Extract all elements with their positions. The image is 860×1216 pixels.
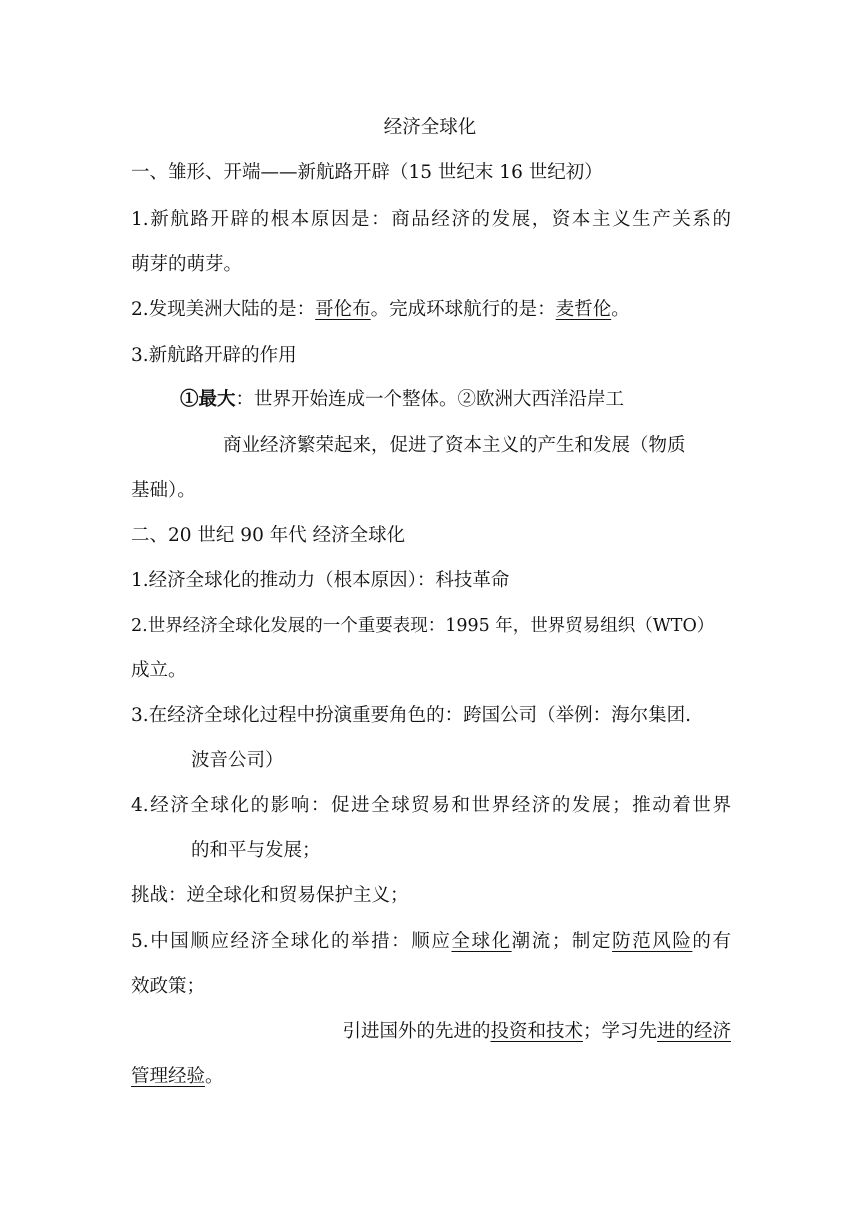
s1-item-2-text-b: 。完成环球航行的是： <box>370 299 556 320</box>
s2-item-4-line-2: 的和平与发展； <box>191 840 321 861</box>
s2-item-6-end: 。 <box>205 1066 224 1087</box>
s2-item-1: 1.经济全球化的推动力（根本原因）：科技革命 <box>131 570 510 591</box>
s2-item-5-text-a: 5.中国顺应经济全球化的举措：顺应 <box>131 931 452 952</box>
section-2-heading: 二、20 世纪 90 年代 经济全球化 <box>131 525 406 546</box>
s1-item-1-line-1: 1.新航路开辟的根本原因是：商品经济的发展，资本主义生产关系的 <box>131 209 731 230</box>
s2-item-2-line-2: 成立。 <box>131 660 187 681</box>
s1-item-2-text-c: 。 <box>611 299 630 320</box>
section-1-heading: 一、雏形、开端——新航路开辟（15 世纪末 16 世纪初） <box>131 162 603 183</box>
page-title: 经济全球化 <box>383 117 477 138</box>
globalization-underlined: 全球化 <box>451 931 512 952</box>
s2-item-6-text-b: ；学习先 <box>582 1021 657 1042</box>
s2-item-5-line-1 <box>131 929 731 955</box>
s2-item-5-text-b: 潮流；制定 <box>511 931 613 952</box>
s1-effect-line-3: 基础）。 <box>131 480 196 501</box>
s2-item-5-text-c: 的有 <box>692 931 731 952</box>
s2-item-4-line-1: 4.经济全球化的影响：促进全球贸易和世界经济的发展；推动着世界 <box>131 795 731 816</box>
s1-item-2 <box>131 297 731 323</box>
s2-item-3-line-1: 3.在经济全球化过程中扮演重要角色的：跨国公司（举例：海尔集团. <box>131 705 692 726</box>
magellan-underlined: 麦哲伦 <box>555 299 612 320</box>
s1-effect-line-2: 商业经济繁荣起来，促进了资本主义的产生和发展（物质 <box>223 435 686 456</box>
s2-challenge: 挑战：逆全球化和贸易保护主义； <box>131 885 409 906</box>
s1-effect-line-1 <box>180 387 680 413</box>
s1-item-2-text-a: 2.发现美洲大陆的是： <box>131 299 316 320</box>
s2-item-3-line-2: 波音公司） <box>191 750 284 771</box>
investment-technology-underlined: 投资和技术 <box>490 1021 583 1042</box>
s2-item-2-line-1: 2.世界经济全球化发展的一个重要表现：1995 年，世界贸易组织（WTO） <box>131 616 715 636</box>
economic-underlined: 进的经济 <box>656 1021 731 1042</box>
s1-item-1-line-2: 萌芽的萌芽。 <box>131 254 243 275</box>
s2-item-5-line-2: 效政策； <box>131 976 206 997</box>
columbus-underlined: 哥伦布 <box>315 299 371 320</box>
management-experience-underlined: 管理经验 <box>131 1066 206 1087</box>
s2-item-6-text-a: 引进国外的先进的 <box>342 1021 491 1042</box>
effect-text: ：世界开始连成一个整体。②欧洲大西洋沿岸工 <box>235 389 625 410</box>
s2-item-6-line-1 <box>131 1019 731 1045</box>
s1-item-3: 3.新航路开辟的作用 <box>131 345 297 366</box>
effect-bold-label: ①最大 <box>180 389 236 410</box>
risk-prevention-underlined: 防范风险 <box>612 931 693 952</box>
s2-item-6-line-2 <box>131 1064 731 1090</box>
